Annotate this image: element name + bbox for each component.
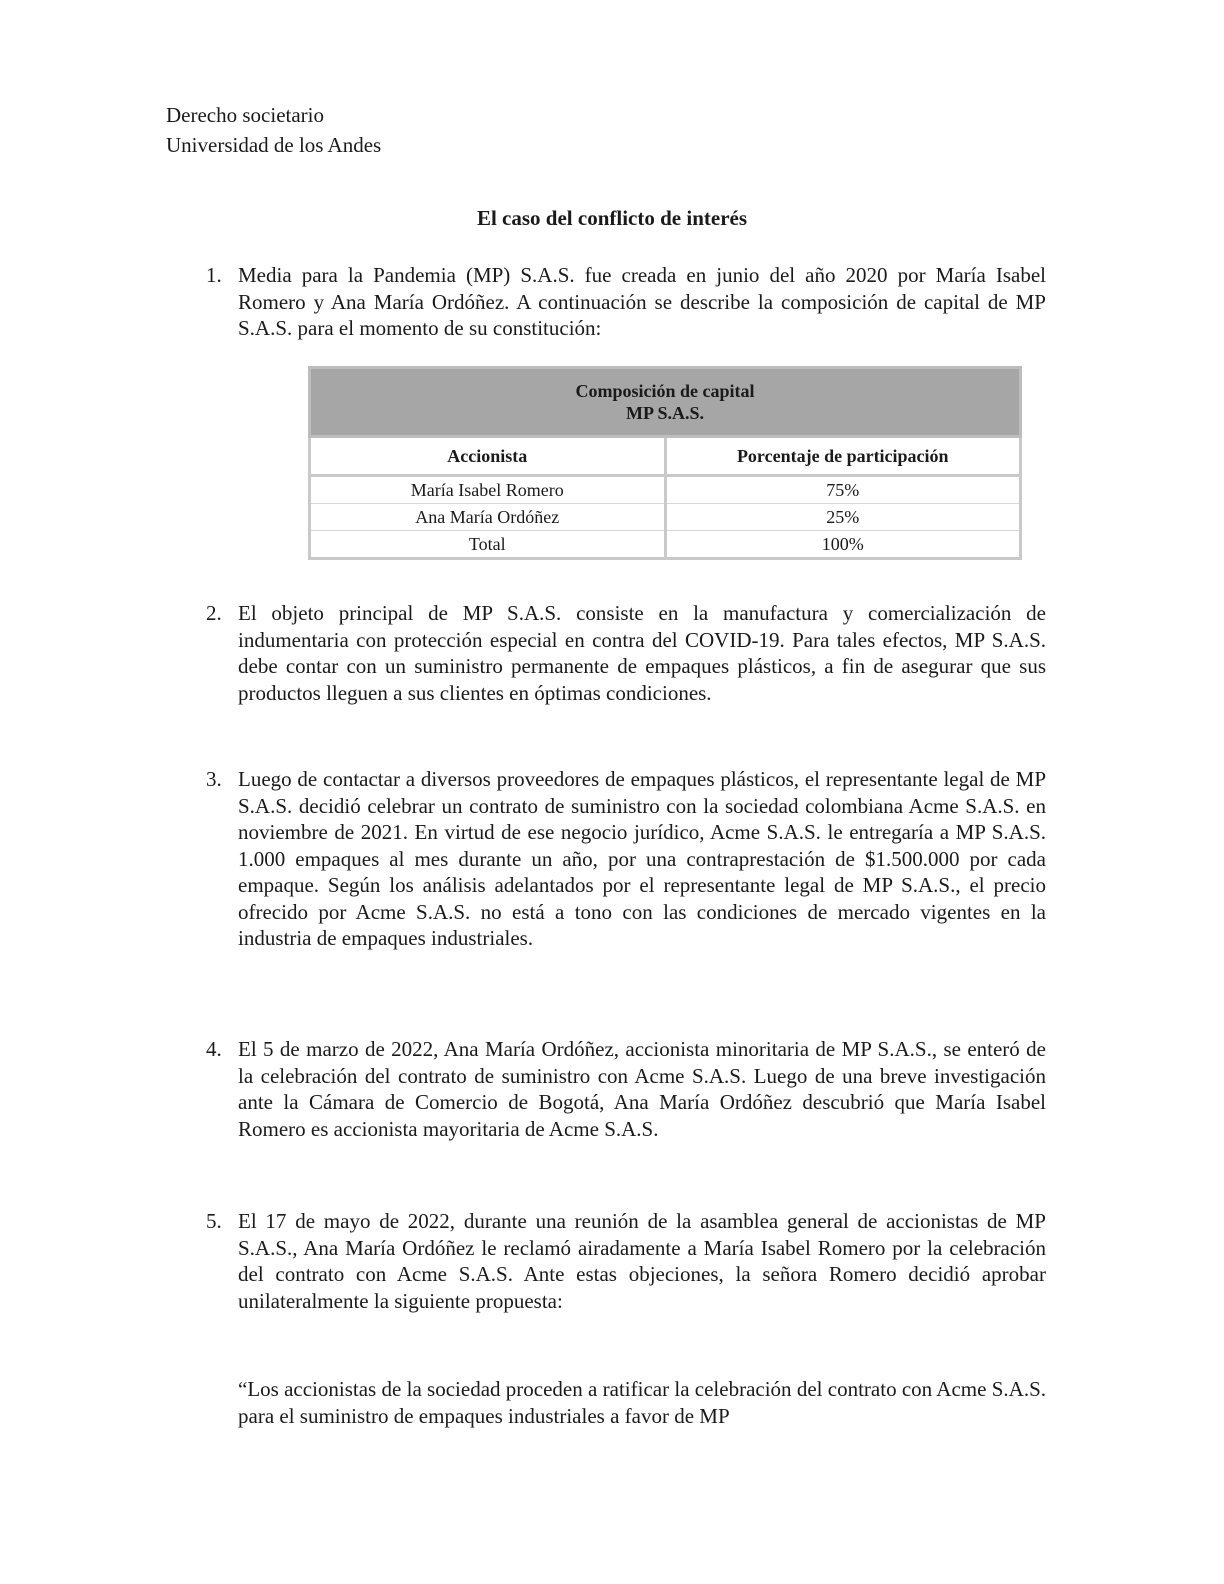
item-text: El objeto principal de MP S.A.S. consiste en la manufactura y comercialización de indumentaria con protección especial en contra del COVID-19. Para tales efectos, MP S.A.S. debe contar con un suministro permanente de empaques plásticos, a fin de asegurar que sus productos lleguen a sus clientes en óptimas condiciones. bbox=[238, 601, 1046, 705]
list-item bbox=[206, 1208, 1046, 1314]
list-item bbox=[206, 1036, 1046, 1142]
total-percentage: 100% bbox=[665, 531, 1021, 559]
quoted-proposal: “Los accionistas de la sociedad proceden a ratificar la celebración del contrato con Acme S.A.S. para el suministro de empaques industriales a favor de MP bbox=[238, 1377, 1046, 1428]
total-label: Total bbox=[310, 531, 666, 559]
list-item bbox=[206, 766, 1046, 952]
table-row-total bbox=[310, 531, 1021, 559]
document-header bbox=[166, 100, 381, 160]
column-header-percentage: Porcentaje de participación bbox=[665, 437, 1021, 476]
shareholder-percentage: 75% bbox=[665, 476, 1021, 504]
item-text: El 5 de marzo de 2022, Ana María Ordóñez, accionista minoritaria de MP S.A.S., se enteró de la celebración del contrato de suministro con Acme S.A.S. Luego de una breve investigación ante la Cámara de Comercio de Bogotá, Ana María Ordóñez descubrió que María Isabel Romero es accionista mayoritaria de Acme S.A.S. bbox=[238, 1037, 1046, 1141]
table-subtitle-line: MP S.A.S. bbox=[625, 403, 704, 423]
item-number: 1. bbox=[206, 263, 222, 287]
item-number: 5. bbox=[206, 1209, 222, 1233]
document-title: El caso del conflicto de interés bbox=[476, 206, 748, 230]
table-title-line: Composición de capital bbox=[575, 381, 755, 401]
column-header-shareholder: Accionista bbox=[310, 437, 666, 476]
shareholder-percentage: 25% bbox=[665, 504, 1021, 531]
list-item bbox=[206, 262, 1046, 342]
item-number: 3. bbox=[206, 767, 222, 791]
item-text: Luego de contactar a diversos proveedores de empaques plásticos, el representante legal de MP S.A.S. decidió celebrar un contrato de suministro con la sociedad colombiana Acme S.A.S. en noviembre de 2021. En virtud de ese negocio jurídico, Acme S.A.S. le entregaría a MP S.A.S. 1.000 empaques al mes durante un año, por una contraprestación de $1.500.000 por cada empaque. Según los análisis adelantados por el representante legal de MP S.A.S., el precio ofrecido por Acme S.A.S. no está a tono con las condiciones de mercado vigentes en la industria de empaques industriales. bbox=[238, 767, 1046, 950]
item-number: 2. bbox=[206, 601, 222, 625]
table-title bbox=[310, 368, 1021, 437]
course-name: Derecho societario bbox=[166, 103, 325, 127]
item-text: El 17 de mayo de 2022, durante una reunión de la asamblea general de accionistas de MP S.A.S., Ana María Ordóñez le reclamó airadamente a María Isabel Romero por la celebración del contrato con Acme S.A.S. Ante estas objeciones, la señora Romero decidió aprobar unilateralmente la siguiente propuesta: bbox=[238, 1209, 1046, 1313]
item-number: 4. bbox=[206, 1037, 222, 1061]
university-name: Universidad de los Andes bbox=[166, 133, 382, 157]
item-text: Media para la Pandemia (MP) S.A.S. fue creada en junio del año 2020 por María Isabel Romero y Ana María Ordóñez. A continuación se describe la composición de capital de MP S.A.S. para el momento de su constitución: bbox=[238, 263, 1046, 340]
shareholder-name: María Isabel Romero bbox=[310, 476, 666, 504]
table-row bbox=[310, 476, 1021, 504]
capital-composition-table bbox=[308, 366, 1022, 560]
shareholder-name: Ana María Ordóñez bbox=[310, 504, 666, 531]
list-item bbox=[206, 600, 1046, 706]
table-row bbox=[310, 504, 1021, 531]
